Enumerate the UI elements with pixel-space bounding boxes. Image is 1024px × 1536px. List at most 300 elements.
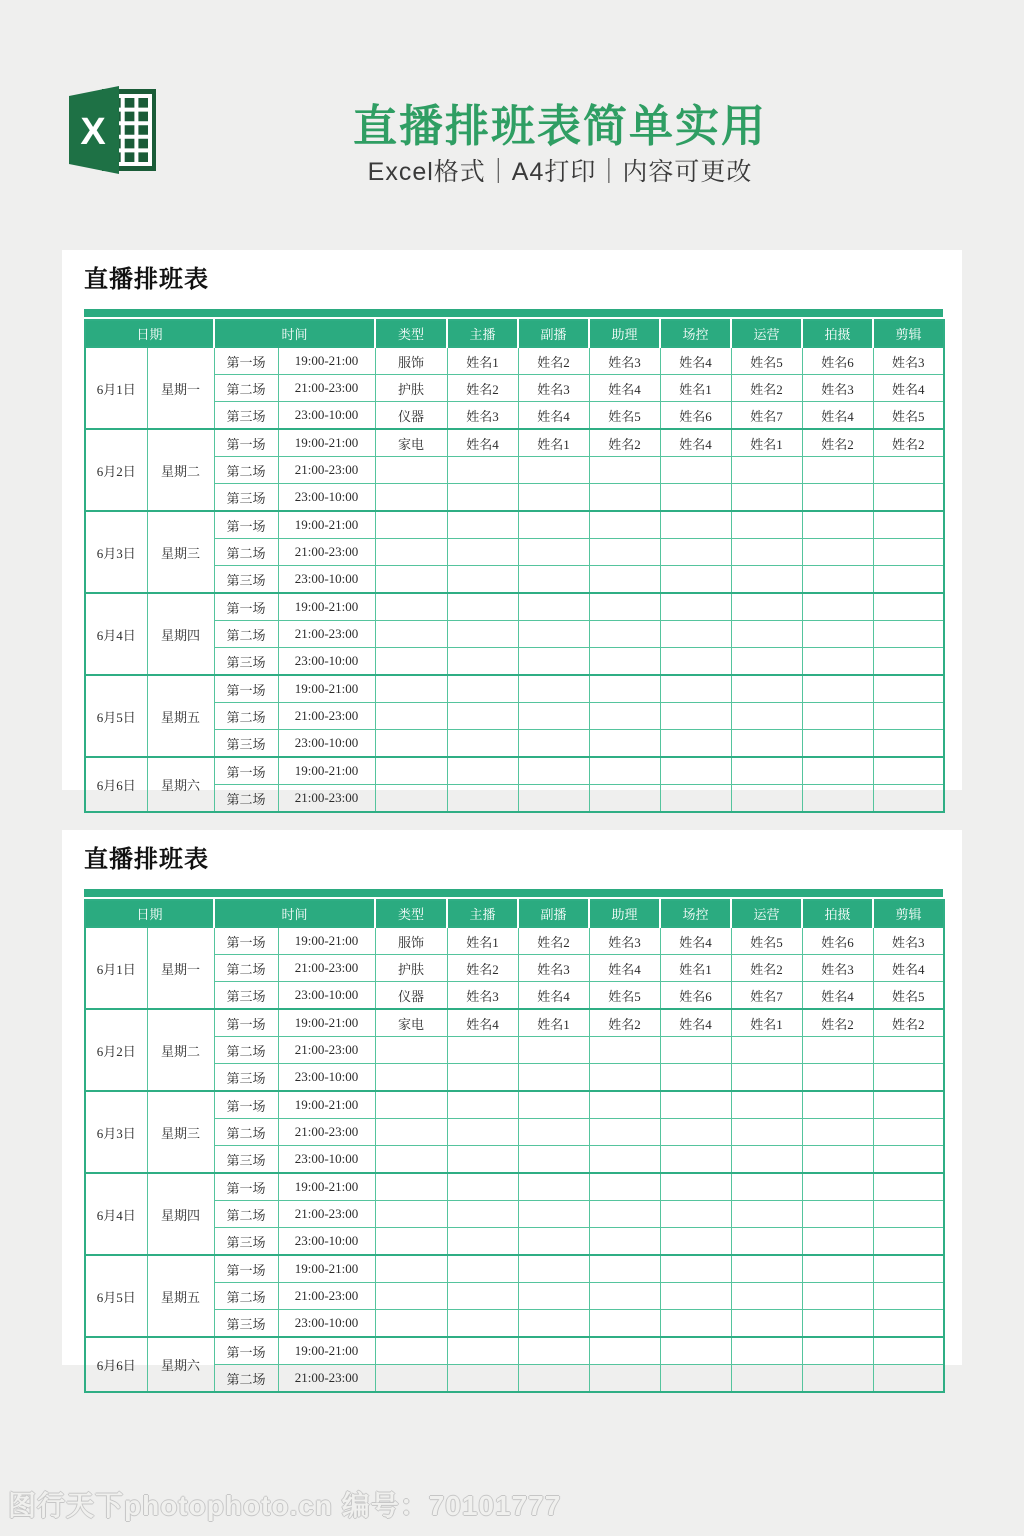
role-cell	[731, 1255, 802, 1283]
type-cell	[375, 1255, 447, 1283]
role-cell	[447, 1201, 518, 1228]
session-cell: 第一场	[214, 511, 278, 539]
role-cell: 姓名4	[802, 402, 873, 430]
table-row	[85, 1201, 944, 1228]
role-cell	[518, 1091, 589, 1119]
type-cell: 服饰	[375, 927, 447, 955]
role-cell	[447, 1146, 518, 1174]
role-cell	[802, 1037, 873, 1064]
type-cell: 家电	[375, 429, 447, 457]
type-cell	[375, 675, 447, 703]
role-cell	[660, 1255, 731, 1283]
table-row	[85, 1228, 944, 1256]
table-row	[85, 511, 944, 539]
session-cell: 第二场	[214, 955, 278, 982]
column-header: 时间	[214, 900, 375, 927]
role-cell	[589, 621, 660, 648]
type-cell	[375, 484, 447, 512]
type-cell	[375, 1091, 447, 1119]
time-cell: 19:00-21:00	[278, 1009, 375, 1037]
role-cell	[802, 1310, 873, 1338]
role-cell	[660, 1037, 731, 1064]
role-cell	[589, 1091, 660, 1119]
schedule-card	[62, 830, 962, 1387]
role-cell	[447, 1310, 518, 1338]
role-cell	[873, 703, 944, 730]
table-row	[85, 982, 944, 1010]
time-cell: 19:00-21:00	[278, 593, 375, 621]
type-cell	[375, 1119, 447, 1146]
table-row	[85, 955, 944, 982]
role-cell: 姓名4	[873, 375, 944, 402]
session-cell: 第二场	[214, 539, 278, 566]
column-header: 助理	[589, 900, 660, 927]
role-cell	[518, 539, 589, 566]
role-cell	[447, 703, 518, 730]
table-row	[85, 347, 944, 375]
role-cell	[873, 785, 944, 813]
role-cell	[873, 1064, 944, 1092]
role-cell	[731, 511, 802, 539]
type-cell	[375, 785, 447, 813]
type-cell: 仪器	[375, 982, 447, 1010]
session-cell: 第三场	[214, 982, 278, 1010]
date-cell: 6月3日	[85, 1091, 147, 1173]
role-cell	[731, 1146, 802, 1174]
time-cell: 21:00-23:00	[278, 1037, 375, 1064]
role-cell: 姓名6	[802, 927, 873, 955]
page-header	[0, 0, 1024, 220]
role-cell	[802, 648, 873, 676]
time-cell: 21:00-23:00	[278, 1119, 375, 1146]
role-cell	[518, 1228, 589, 1256]
excel-logo-icon	[62, 84, 162, 176]
role-cell	[589, 675, 660, 703]
type-cell: 护肤	[375, 955, 447, 982]
role-cell	[873, 730, 944, 758]
type-cell: 护肤	[375, 375, 447, 402]
date-cell: 6月5日	[85, 1255, 147, 1337]
role-cell	[589, 1365, 660, 1393]
table-row	[85, 1009, 944, 1037]
role-cell	[731, 1228, 802, 1256]
role-cell	[802, 1091, 873, 1119]
type-cell	[375, 1146, 447, 1174]
role-cell	[447, 539, 518, 566]
type-cell	[375, 1064, 447, 1092]
role-cell	[447, 1064, 518, 1092]
time-cell: 23:00-10:00	[278, 402, 375, 430]
weekday-cell: 星期三	[147, 1091, 214, 1173]
role-cell	[589, 1228, 660, 1256]
role-cell	[660, 785, 731, 813]
session-cell: 第一场	[214, 757, 278, 785]
role-cell	[660, 703, 731, 730]
role-cell	[589, 785, 660, 813]
role-cell	[518, 785, 589, 813]
role-cell	[589, 1255, 660, 1283]
role-cell	[802, 1119, 873, 1146]
table-row	[85, 1365, 944, 1393]
session-cell: 第三场	[214, 1228, 278, 1256]
table-row	[85, 457, 944, 484]
role-cell	[447, 1091, 518, 1119]
role-cell	[731, 675, 802, 703]
session-cell: 第三场	[214, 566, 278, 594]
role-cell: 姓名3	[447, 982, 518, 1010]
time-cell: 19:00-21:00	[278, 1255, 375, 1283]
time-cell: 19:00-21:00	[278, 1337, 375, 1365]
role-cell	[589, 1201, 660, 1228]
table-row	[85, 1037, 944, 1064]
time-cell: 23:00-10:00	[278, 566, 375, 594]
schedule-table-body	[85, 347, 944, 812]
schedule-table-head	[85, 320, 944, 347]
role-cell	[518, 730, 589, 758]
role-cell	[802, 1283, 873, 1310]
type-cell	[375, 730, 447, 758]
session-cell: 第一场	[214, 675, 278, 703]
table-row	[85, 1310, 944, 1338]
session-cell: 第二场	[214, 1283, 278, 1310]
role-cell	[447, 675, 518, 703]
role-cell	[660, 1337, 731, 1365]
role-cell: 姓名1	[660, 375, 731, 402]
role-cell: 姓名3	[873, 927, 944, 955]
role-cell	[873, 566, 944, 594]
role-cell	[731, 566, 802, 594]
date-cell: 6月5日	[85, 675, 147, 757]
session-cell: 第二场	[214, 457, 278, 484]
table-row	[85, 757, 944, 785]
type-cell	[375, 1337, 447, 1365]
time-cell: 19:00-21:00	[278, 675, 375, 703]
type-cell	[375, 511, 447, 539]
role-cell	[802, 1064, 873, 1092]
table-row	[85, 539, 944, 566]
session-cell: 第三场	[214, 1064, 278, 1092]
date-cell: 6月6日	[85, 1337, 147, 1392]
date-cell: 6月2日	[85, 1009, 147, 1091]
role-cell	[518, 1037, 589, 1064]
table-row	[85, 1064, 944, 1092]
role-cell	[802, 593, 873, 621]
type-cell	[375, 1173, 447, 1201]
role-cell: 姓名4	[518, 982, 589, 1010]
role-cell	[589, 703, 660, 730]
role-cell: 姓名2	[589, 429, 660, 457]
column-header: 拍摄	[802, 320, 873, 347]
role-cell	[518, 1119, 589, 1146]
role-cell	[802, 484, 873, 512]
role-cell	[518, 593, 589, 621]
role-cell: 姓名5	[731, 347, 802, 375]
role-cell	[731, 1119, 802, 1146]
table-row	[85, 566, 944, 594]
role-cell	[731, 621, 802, 648]
date-cell: 6月4日	[85, 593, 147, 675]
table-row	[85, 785, 944, 813]
role-cell	[802, 1201, 873, 1228]
role-cell	[660, 648, 731, 676]
role-cell	[589, 457, 660, 484]
role-cell	[873, 1255, 944, 1283]
role-cell	[873, 511, 944, 539]
role-cell	[660, 730, 731, 758]
role-cell	[447, 457, 518, 484]
page-subtitle: Excel格式｜A4打印｜内容可更改	[367, 158, 753, 186]
time-cell: 21:00-23:00	[278, 1365, 375, 1393]
role-cell	[802, 457, 873, 484]
column-header: 类型	[375, 900, 447, 927]
role-cell	[873, 1201, 944, 1228]
time-cell: 23:00-10:00	[278, 730, 375, 758]
role-cell	[447, 785, 518, 813]
table-row	[85, 1255, 944, 1283]
role-cell: 姓名3	[802, 375, 873, 402]
role-cell: 姓名2	[802, 429, 873, 457]
role-cell	[731, 1037, 802, 1064]
accent-strip	[84, 889, 943, 897]
type-cell	[375, 566, 447, 594]
table-row	[85, 593, 944, 621]
role-cell: 姓名2	[873, 1009, 944, 1037]
type-cell	[375, 593, 447, 621]
role-cell: 姓名1	[660, 955, 731, 982]
session-cell: 第一场	[214, 1091, 278, 1119]
session-cell: 第一场	[214, 1255, 278, 1283]
time-cell: 19:00-21:00	[278, 511, 375, 539]
role-cell: 姓名4	[518, 402, 589, 430]
role-cell	[589, 1146, 660, 1174]
role-cell	[731, 730, 802, 758]
role-cell: 姓名1	[731, 1009, 802, 1037]
role-cell: 姓名5	[589, 982, 660, 1010]
session-cell: 第三场	[214, 402, 278, 430]
role-cell	[731, 785, 802, 813]
date-cell: 6月4日	[85, 1173, 147, 1255]
role-cell	[873, 1310, 944, 1338]
excel-x-letter: X	[80, 111, 106, 153]
role-cell: 姓名4	[589, 375, 660, 402]
role-cell: 姓名3	[802, 955, 873, 982]
time-cell: 19:00-21:00	[278, 1173, 375, 1201]
role-cell	[731, 648, 802, 676]
column-header: 副播	[518, 320, 589, 347]
weekday-cell: 星期一	[147, 927, 214, 1009]
role-cell	[518, 703, 589, 730]
role-cell	[873, 1119, 944, 1146]
session-cell: 第二场	[214, 1201, 278, 1228]
role-cell	[447, 1283, 518, 1310]
role-cell	[518, 457, 589, 484]
role-cell	[660, 1201, 731, 1228]
session-cell: 第三场	[214, 1146, 278, 1174]
role-cell	[873, 1283, 944, 1310]
table-row	[85, 1173, 944, 1201]
role-cell	[873, 1337, 944, 1365]
role-cell: 姓名7	[731, 402, 802, 430]
weekday-cell: 星期五	[147, 1255, 214, 1337]
role-cell	[802, 1146, 873, 1174]
role-cell	[518, 621, 589, 648]
role-cell	[660, 457, 731, 484]
time-cell: 21:00-23:00	[278, 457, 375, 484]
session-cell: 第二场	[214, 703, 278, 730]
role-cell	[802, 703, 873, 730]
date-cell: 6月6日	[85, 757, 147, 812]
session-cell: 第二场	[214, 621, 278, 648]
role-cell	[802, 1173, 873, 1201]
type-cell: 服饰	[375, 347, 447, 375]
weekday-cell: 星期六	[147, 1337, 214, 1392]
column-header: 主播	[447, 320, 518, 347]
role-cell	[447, 1119, 518, 1146]
role-cell: 姓名3	[589, 347, 660, 375]
table-title: 直播排班表	[84, 847, 209, 873]
time-cell: 19:00-21:00	[278, 927, 375, 955]
role-cell	[660, 1091, 731, 1119]
schedule-card	[62, 250, 962, 807]
session-cell: 第三场	[214, 484, 278, 512]
role-cell: 姓名4	[660, 347, 731, 375]
role-cell	[447, 757, 518, 785]
role-cell: 姓名2	[518, 927, 589, 955]
role-cell	[589, 539, 660, 566]
role-cell	[873, 648, 944, 676]
type-cell	[375, 1228, 447, 1256]
role-cell: 姓名4	[660, 429, 731, 457]
table-row	[85, 1146, 944, 1174]
role-cell: 姓名5	[589, 402, 660, 430]
role-cell: 姓名2	[731, 955, 802, 982]
table-row	[85, 1119, 944, 1146]
role-cell: 姓名1	[447, 347, 518, 375]
role-cell	[447, 1365, 518, 1393]
session-cell: 第三场	[214, 648, 278, 676]
role-cell	[660, 539, 731, 566]
role-cell	[731, 457, 802, 484]
role-cell	[873, 757, 944, 785]
time-cell: 23:00-10:00	[278, 1310, 375, 1338]
table-row	[85, 1091, 944, 1119]
role-cell	[589, 730, 660, 758]
table-row	[85, 675, 944, 703]
role-cell	[873, 675, 944, 703]
role-cell	[589, 1037, 660, 1064]
role-cell	[447, 511, 518, 539]
role-cell	[802, 757, 873, 785]
session-cell: 第二场	[214, 375, 278, 402]
role-cell	[873, 1173, 944, 1201]
session-cell: 第一场	[214, 347, 278, 375]
session-cell: 第一场	[214, 1009, 278, 1037]
site-watermark: 图行天下photophoto.cn 编号：70101777	[8, 1490, 562, 1521]
column-header: 主播	[447, 900, 518, 927]
time-cell: 21:00-23:00	[278, 785, 375, 813]
role-cell	[802, 566, 873, 594]
table-row	[85, 648, 944, 676]
role-cell: 姓名2	[802, 1009, 873, 1037]
type-cell: 家电	[375, 1009, 447, 1037]
session-cell: 第一场	[214, 927, 278, 955]
session-cell: 第二场	[214, 1365, 278, 1393]
role-cell	[589, 1064, 660, 1092]
role-cell: 姓名2	[873, 429, 944, 457]
schedule-table-body	[85, 927, 944, 1392]
role-cell	[518, 1337, 589, 1365]
page-title: 直播排班表简单实用	[353, 102, 767, 151]
type-cell	[375, 457, 447, 484]
role-cell	[802, 675, 873, 703]
role-cell	[873, 593, 944, 621]
role-cell	[518, 1283, 589, 1310]
role-cell	[447, 1337, 518, 1365]
type-cell	[375, 703, 447, 730]
role-cell: 姓名4	[589, 955, 660, 982]
role-cell	[589, 1283, 660, 1310]
role-cell	[660, 1310, 731, 1338]
table-row	[85, 927, 944, 955]
column-header: 场控	[660, 900, 731, 927]
role-cell: 姓名4	[447, 429, 518, 457]
time-cell: 23:00-10:00	[278, 982, 375, 1010]
session-cell: 第一场	[214, 1337, 278, 1365]
role-cell: 姓名6	[660, 982, 731, 1010]
time-cell: 21:00-23:00	[278, 621, 375, 648]
schedule-table	[84, 899, 945, 1393]
role-cell	[518, 757, 589, 785]
weekday-cell: 星期四	[147, 1173, 214, 1255]
time-cell: 23:00-10:00	[278, 484, 375, 512]
role-cell	[731, 1173, 802, 1201]
role-cell	[802, 511, 873, 539]
role-cell: 姓名6	[802, 347, 873, 375]
table-row	[85, 484, 944, 512]
role-cell	[589, 1119, 660, 1146]
role-cell	[447, 648, 518, 676]
time-cell: 19:00-21:00	[278, 757, 375, 785]
role-cell	[802, 1337, 873, 1365]
role-cell	[873, 457, 944, 484]
schedule-table	[84, 319, 945, 813]
role-cell	[873, 539, 944, 566]
type-cell	[375, 1310, 447, 1338]
type-cell	[375, 1365, 447, 1393]
role-cell	[802, 1365, 873, 1393]
weekday-cell: 星期二	[147, 429, 214, 511]
role-cell: 姓名6	[660, 402, 731, 430]
role-cell: 姓名4	[447, 1009, 518, 1037]
role-cell	[589, 1337, 660, 1365]
role-cell	[447, 484, 518, 512]
table-title: 直播排班表	[84, 267, 209, 293]
role-cell	[447, 1037, 518, 1064]
role-cell	[660, 1365, 731, 1393]
table-row	[85, 402, 944, 430]
role-cell	[518, 1310, 589, 1338]
weekday-cell: 星期四	[147, 593, 214, 675]
column-header: 日期	[85, 320, 214, 347]
weekday-cell: 星期二	[147, 1009, 214, 1091]
role-cell	[447, 1255, 518, 1283]
role-cell	[518, 1064, 589, 1092]
column-header: 场控	[660, 320, 731, 347]
time-cell: 21:00-23:00	[278, 1201, 375, 1228]
column-header: 运营	[731, 320, 802, 347]
role-cell	[731, 757, 802, 785]
role-cell	[802, 1255, 873, 1283]
